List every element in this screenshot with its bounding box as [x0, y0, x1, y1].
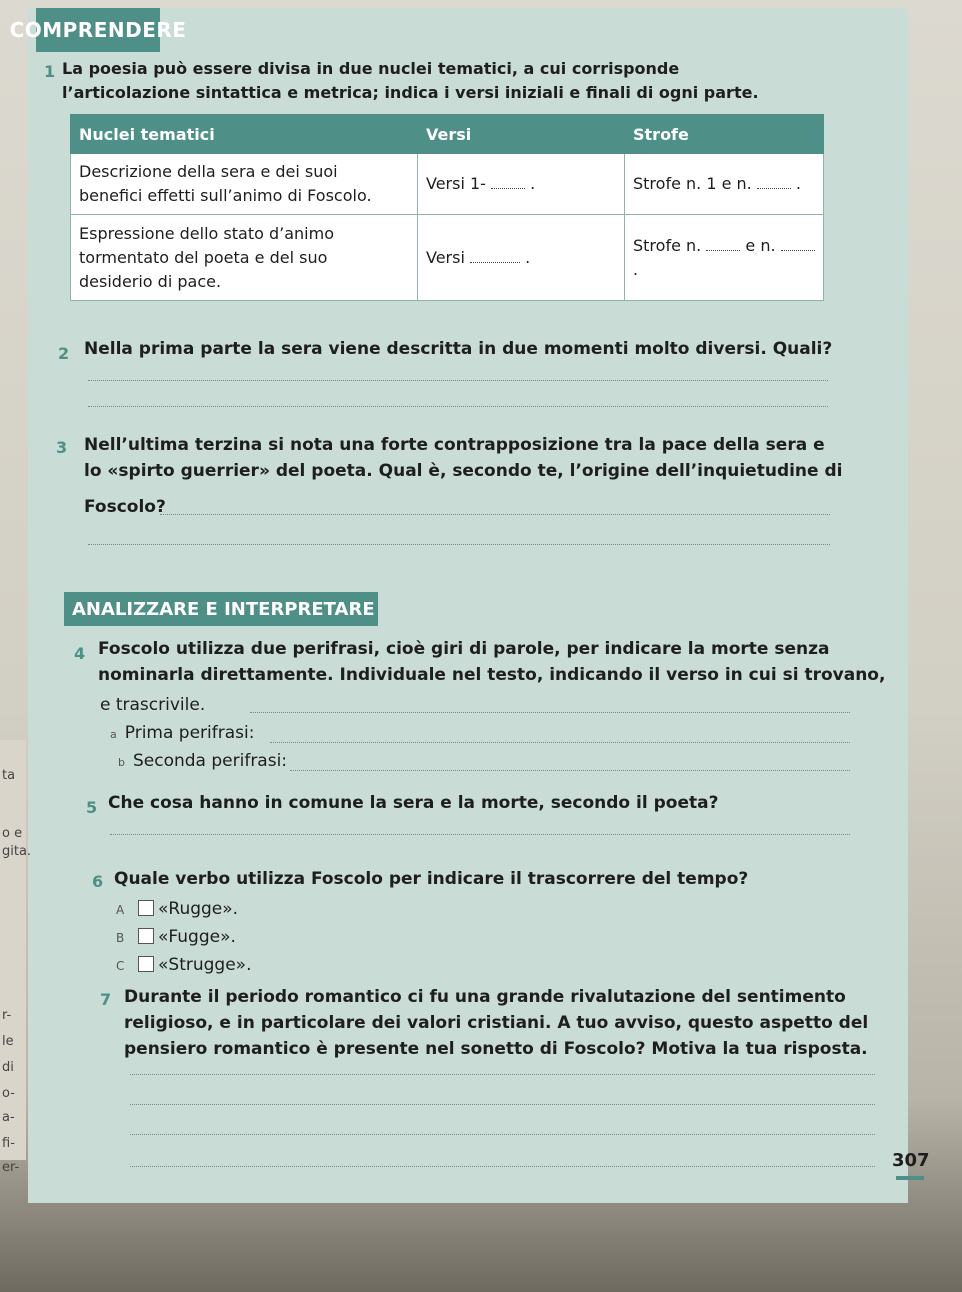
answer-line[interactable]	[130, 1104, 875, 1105]
theme-text: Espressione dello stato d’animo	[79, 223, 334, 243]
question-7-line-2: religioso, e in particolare dei valori cristiani. A tuo avviso, questo aspetto del	[124, 1013, 869, 1033]
margin-fragment: di	[2, 1060, 14, 1075]
column-header: Versi	[418, 115, 625, 154]
margin-fragment: r-	[2, 1008, 12, 1023]
option-c[interactable]	[116, 952, 251, 979]
versi-label: Versi 1-	[426, 174, 486, 193]
margin-fragment: o-	[2, 1086, 15, 1101]
question-5-text: Che cosa hanno in comune la sera e la morte, secondo il poeta?	[108, 793, 719, 813]
question-3-line-1: Nell’ultima terzina si nota una forte contrapposizione tra la pace della sera e	[84, 435, 825, 455]
option-label: «Fugge».	[158, 927, 236, 947]
question-3-line-3: Foscolo?	[84, 497, 166, 517]
perifrasi-item-b	[118, 748, 287, 776]
item-label: Prima perifrasi:	[124, 723, 255, 743]
strofe-label: Strofe n. 1 e n.	[633, 174, 752, 193]
question-number: 2	[58, 344, 70, 363]
option-letter: C	[116, 959, 125, 973]
answer-line[interactable]	[130, 1166, 875, 1167]
versi-label: Versi	[426, 247, 465, 267]
theme-text: Descrizione della sera e dei suoi	[79, 162, 338, 181]
answer-line[interactable]	[160, 514, 830, 515]
theme-cell	[71, 154, 418, 215]
margin-fragment: ta	[2, 768, 16, 783]
answer-line[interactable]	[88, 544, 830, 545]
question-3-line-2: lo «spirto guerrier» del poeta. Qual è, secondo te, l’origine dell’inquietudine di	[84, 461, 843, 481]
option-label: «Strugge».	[158, 955, 252, 975]
item-label: Seconda perifrasi:	[132, 751, 288, 771]
theme-text: tormentato del poeta e del suo	[79, 247, 328, 267]
question-number: 5	[86, 798, 98, 817]
perifrasi-item-a	[110, 720, 254, 748]
answer-line[interactable]	[130, 1074, 875, 1075]
question-4-line-3: e trascrivile.	[100, 695, 206, 715]
question-1-line-2: l’articolazione sintattica e metrica; indica i versi iniziali e finali di ogni parte.	[62, 83, 759, 102]
question-number: 6	[92, 872, 104, 891]
theme-text: benefici effetti sull’animo di Foscolo.	[79, 186, 372, 205]
answer-line[interactable]	[130, 1134, 875, 1135]
answer-blank[interactable]	[491, 188, 525, 189]
question-number: 7	[100, 990, 112, 1009]
item-letter: b	[118, 756, 125, 769]
answer-line[interactable]	[270, 742, 850, 743]
strofe-label: e n.	[745, 235, 776, 255]
margin-fragment: er-	[2, 1160, 20, 1175]
question-6-text: Quale verbo utilizza Foscolo per indicare il trascorrere del tempo?	[114, 869, 749, 889]
question-7-line-1: Durante il periodo romantico ci fu una grande rivalutazione del sentimento	[124, 987, 846, 1007]
answer-blank[interactable]	[706, 250, 740, 251]
question-number: 3	[56, 438, 68, 457]
page-number: 307	[892, 1150, 930, 1171]
question-number: 1	[44, 62, 56, 81]
table-header-row	[71, 115, 824, 154]
item-letter: a	[110, 728, 117, 741]
themes-table	[70, 114, 824, 301]
question-number: 4	[74, 644, 86, 663]
margin-fragment: o e	[2, 826, 23, 841]
strofe-cell: Strofe n. e n. .	[625, 215, 824, 301]
question-1-line-1: La poesia può essere divisa in due nuclei tematici, a cui corrisponde	[62, 59, 680, 78]
option-label: «Rugge».	[158, 899, 239, 919]
versi-cell: Versi .	[418, 215, 625, 301]
margin-fragment: fi-	[2, 1136, 15, 1151]
section-header-analizzare: ANALIZZARE E INTERPRETARE	[64, 592, 378, 626]
option-b[interactable]	[116, 924, 236, 951]
answer-blank[interactable]	[781, 250, 815, 251]
versi-cell: Versi 1- .	[418, 154, 625, 215]
margin-fragment: a-	[2, 1110, 15, 1125]
question-7-line-3: pensiero romantico è presente nel sonetto di Foscolo? Motiva la tua risposta.	[124, 1039, 868, 1059]
column-header: Nuclei tematici	[71, 115, 418, 154]
option-checkbox[interactable]	[138, 956, 154, 972]
strofe-label: Strofe n.	[633, 235, 702, 255]
column-header: Strofe	[625, 115, 824, 154]
option-letter: A	[116, 903, 125, 917]
margin-fragment: le	[2, 1034, 14, 1049]
theme-text: desiderio di pace.	[79, 271, 222, 291]
option-checkbox[interactable]	[138, 928, 154, 944]
answer-blank[interactable]	[470, 262, 520, 263]
table-row	[71, 154, 824, 215]
answer-line[interactable]	[88, 406, 828, 407]
answer-blank[interactable]	[757, 188, 791, 189]
margin-fragment: gita.	[2, 844, 32, 859]
section-header-comprendere: COMPRENDERE	[36, 8, 160, 52]
question-4-line-1: Foscolo utilizza due perifrasi, cioè giri di parole, per indicare la morte senza	[98, 639, 830, 659]
answer-line[interactable]	[88, 380, 828, 381]
table-row	[71, 215, 824, 301]
answer-line[interactable]	[110, 834, 850, 835]
option-a[interactable]	[116, 896, 238, 923]
option-checkbox[interactable]	[138, 900, 154, 916]
answer-line[interactable]	[250, 712, 850, 713]
option-letter: B	[116, 931, 125, 945]
page-number-underline	[896, 1176, 924, 1180]
question-4-line-2: nominarla direttamente. Individuale nel testo, indicando il verso in cui si trovano,	[98, 665, 886, 685]
strofe-cell: Strofe n. 1 e n. .	[625, 154, 824, 215]
question-2-text: Nella prima parte la sera viene descritta in due momenti molto diversi. Quali?	[84, 339, 833, 359]
answer-line[interactable]	[290, 770, 850, 771]
theme-cell	[71, 215, 418, 301]
